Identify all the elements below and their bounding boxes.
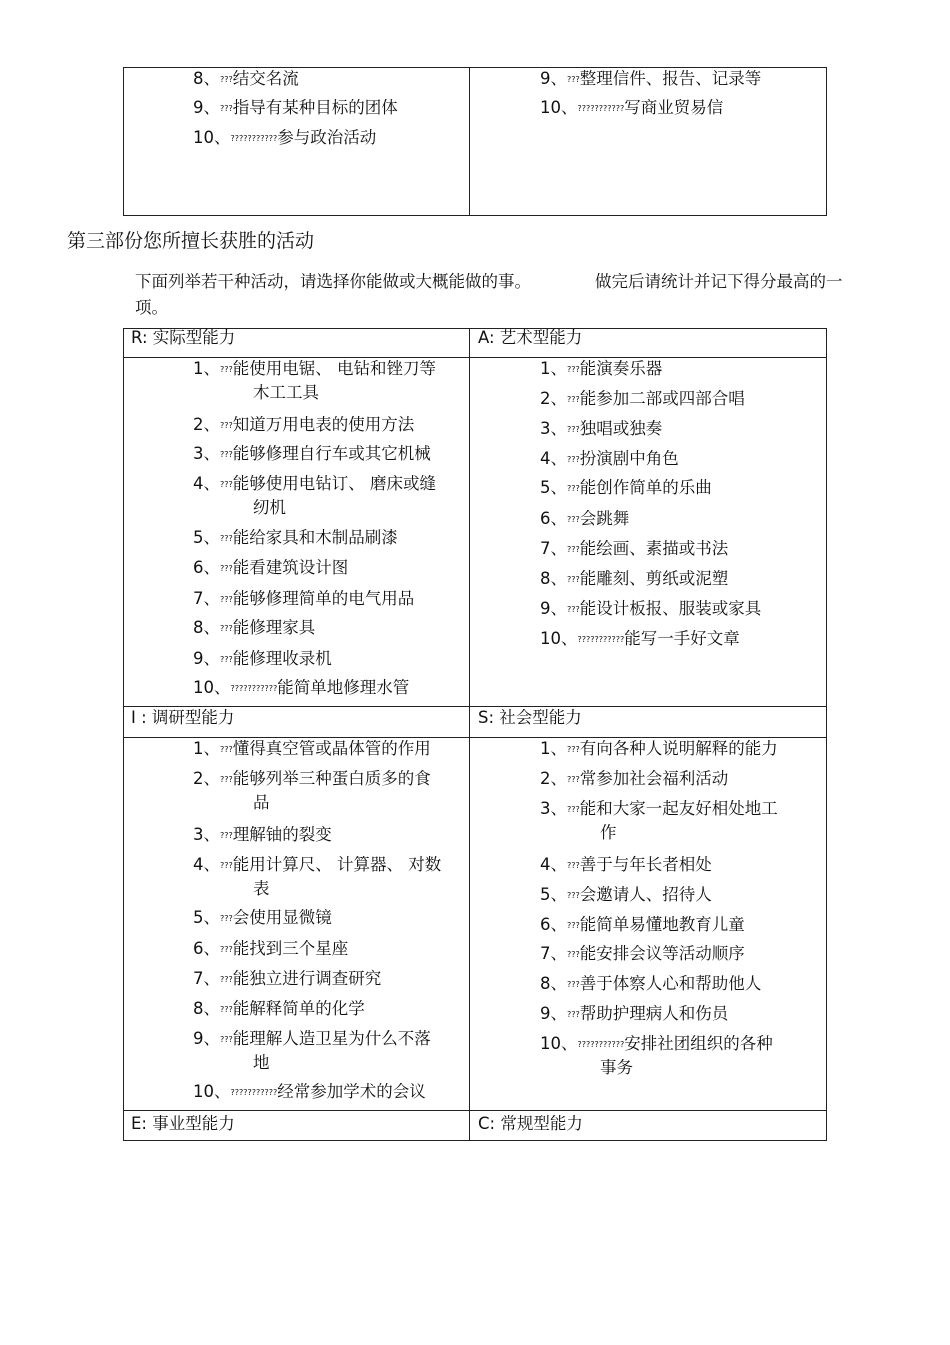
list-item (540, 798, 778, 842)
list-item (193, 938, 348, 961)
list-item (193, 854, 442, 898)
item-marks: ??? (567, 395, 580, 404)
list-item (193, 127, 376, 150)
item-text: 善于体察人心和帮助他人 (579, 974, 762, 993)
item-marks: ??? (220, 775, 233, 784)
item-text: 能雕刻、剪纸或泥塑 (579, 569, 729, 588)
item-text: 能修理收录机 (232, 649, 332, 668)
section-intro-line2: 项。 (135, 298, 168, 317)
item-number: 4、 (540, 855, 567, 874)
ability-table-right-border (826, 328, 827, 1141)
top-table-right-border (826, 67, 827, 216)
list-item (540, 628, 740, 651)
list-item (193, 907, 332, 930)
item-text: 知道万用电表的使用方法 (232, 415, 415, 434)
top-table-bottom-border (123, 215, 827, 216)
item-marks: ??? (567, 605, 580, 614)
item-text: 帮助护理病人和伤员 (579, 1004, 729, 1023)
list-item (540, 943, 745, 966)
item-marks: ??? (567, 365, 580, 374)
list-item (193, 1081, 426, 1104)
item-number: 8、 (193, 69, 220, 88)
item-marks: ??? (567, 75, 580, 84)
list-item (193, 617, 315, 640)
item-marks: ??? (567, 805, 580, 814)
item-text: 能绘画、素描或书法 (579, 539, 729, 558)
item-marks: ??? (220, 861, 233, 870)
item-number: 6、 (540, 509, 567, 528)
item-text: 能独立进行调查研究 (232, 969, 382, 988)
item-text: 能够列举三种蛋白质多的食 (232, 769, 431, 788)
item-text: 能参加二部或四部合唱 (579, 389, 745, 408)
item-number: 2、 (540, 769, 567, 788)
item-number: 3、 (193, 444, 220, 463)
list-item (540, 68, 761, 91)
list-item (193, 68, 299, 91)
item-number: 8、 (193, 618, 220, 637)
top-table-left-border (123, 67, 124, 216)
item-marks: ??? (567, 980, 580, 989)
item-text: 安排社团组织的各种 (624, 1034, 773, 1053)
list-item (193, 97, 398, 120)
item-number: 4、 (540, 449, 567, 468)
list-item (193, 443, 431, 466)
header-social: S: 社会型能力 (478, 708, 582, 727)
item-text-continuation: 木工工具 (253, 383, 319, 402)
item-marks: ??? (220, 595, 233, 604)
item-text-continuation: 作 (600, 823, 617, 842)
list-item (540, 598, 761, 621)
item-number: 10、 (540, 98, 578, 117)
ability-table-bottom-border (123, 1140, 827, 1141)
item-number: 6、 (193, 558, 220, 577)
item-text: 能简单地修理水管 (277, 678, 410, 697)
item-text: 能设计板报、服装或家具 (579, 599, 762, 618)
item-text: 能修理家具 (232, 618, 316, 637)
list-item (540, 854, 712, 877)
item-marks: ??? (567, 545, 580, 554)
item-marks: ??? (220, 1005, 233, 1014)
item-marks: ??? (567, 575, 580, 584)
item-number: 3、 (193, 825, 220, 844)
ability-table-divider (469, 328, 470, 1141)
item-text: 独唱或独奏 (579, 419, 663, 438)
list-item (193, 738, 431, 761)
item-number: 4、 (193, 855, 220, 874)
item-text-continuation: 表 (253, 879, 270, 898)
item-number: 10、 (540, 629, 578, 648)
item-number: 2、 (540, 389, 567, 408)
item-number: 8、 (540, 569, 567, 588)
item-marks: ??? (567, 891, 580, 900)
item-number: 5、 (193, 908, 220, 927)
item-marks: ??????????? (230, 1088, 278, 1097)
item-text: 常参加社会福利活动 (579, 769, 729, 788)
list-item (540, 568, 728, 591)
item-number: 2、 (193, 415, 220, 434)
item-number: 1、 (193, 739, 220, 758)
item-number: 1、 (540, 359, 567, 378)
item-number: 8、 (193, 999, 220, 1018)
list-item (540, 768, 728, 791)
ability-table-left-border (123, 328, 124, 1141)
item-text-continuation: 事务 (600, 1058, 633, 1077)
item-text: 理解铀的裂变 (232, 825, 332, 844)
item-marks: ??? (220, 945, 233, 954)
item-marks: ??? (220, 831, 233, 840)
item-text: 能安排会议等活动顺序 (579, 944, 745, 963)
item-marks: ??? (220, 534, 233, 543)
item-marks: ??? (220, 975, 233, 984)
item-marks: ??? (220, 624, 233, 633)
item-number: 7、 (540, 539, 567, 558)
list-item (540, 538, 728, 561)
item-text: 整理信件、报告、记录等 (579, 69, 762, 88)
item-marks: ??? (220, 75, 233, 84)
item-number: 2、 (193, 769, 220, 788)
item-number: 9、 (540, 1004, 567, 1023)
item-text: 经常参加学术的会议 (277, 1082, 426, 1101)
list-item (193, 648, 332, 671)
item-number: 9、 (540, 69, 567, 88)
item-marks: ??? (220, 564, 233, 573)
list-item (193, 824, 332, 847)
item-marks: ??? (220, 104, 233, 113)
list-item (193, 557, 348, 580)
list-item (540, 508, 629, 531)
item-text: 懂得真空管或晶体管的作用 (232, 739, 431, 758)
item-number: 8、 (540, 974, 567, 993)
item-number: 7、 (193, 969, 220, 988)
list-item (540, 448, 679, 471)
item-marks: ??? (220, 421, 233, 430)
item-marks: ??????????? (577, 1040, 625, 1049)
item-marks: ??? (567, 1010, 580, 1019)
list-item (193, 998, 365, 1021)
item-text: 能够使用电钻订、 磨床或缝 (232, 474, 436, 493)
list-item (540, 1003, 728, 1026)
item-marks: ??? (567, 484, 580, 493)
item-text: 能给家具和木制品刷漆 (232, 528, 398, 547)
list-item (540, 477, 712, 500)
item-number: 9、 (193, 649, 220, 668)
item-number: 5、 (540, 478, 567, 497)
item-marks: ??? (220, 655, 233, 664)
list-item (193, 768, 431, 812)
list-item (193, 527, 398, 550)
item-number: 10、 (193, 1082, 231, 1101)
item-number: 7、 (540, 944, 567, 963)
item-marks: ??? (567, 861, 580, 870)
item-number: 6、 (540, 915, 567, 934)
item-text: 会跳舞 (579, 509, 630, 528)
header-realistic: R: 实际型能力 (131, 328, 236, 347)
item-text: 会邀请人、招待人 (579, 885, 712, 904)
list-item (540, 418, 662, 441)
header-enterprising: E: 事业型能力 (131, 1114, 235, 1133)
item-number: 9、 (193, 98, 220, 117)
list-item (540, 914, 745, 937)
item-marks: ??? (220, 480, 233, 489)
list-item (540, 884, 712, 907)
item-marks: ??? (220, 365, 233, 374)
item-marks: ??????????? (230, 134, 278, 143)
list-item (193, 473, 436, 517)
item-number: 1、 (193, 359, 220, 378)
item-number: 9、 (193, 1029, 220, 1048)
section-intro-line1b: 做完后请统计并记下得分最高的一 (595, 272, 843, 291)
item-text: 能简单易懂地教育儿童 (579, 915, 745, 934)
item-marks: ??? (220, 1035, 233, 1044)
item-number: 5、 (540, 885, 567, 904)
list-item (193, 1028, 431, 1072)
item-text: 能用计算尺、 计算器、 对数 (232, 855, 442, 874)
item-text: 会使用显微镜 (232, 908, 332, 927)
item-text: 能够修理简单的电气用品 (232, 589, 415, 608)
item-text: 有向各种人说明解释的能力 (579, 739, 778, 758)
item-text: 善于与年长者相处 (579, 855, 712, 874)
item-marks: ??? (567, 745, 580, 754)
top-table-divider (469, 67, 470, 216)
item-marks: ??? (567, 921, 580, 930)
section-title: 第三部份您所擅长获胜的活动 (67, 230, 315, 252)
item-marks: ??? (567, 950, 580, 959)
item-text: 参与政治活动 (277, 128, 377, 147)
item-text: 能找到三个星座 (232, 939, 349, 958)
list-item (540, 358, 662, 381)
item-text-continuation: 纫机 (253, 498, 286, 517)
item-marks: ??? (220, 914, 233, 923)
item-number: 10、 (540, 1034, 578, 1053)
section-intro-line1a: 下面列举若干种活动，请选择你能做或大概能做的事。 (135, 272, 531, 291)
header-conventional: C: 常规型能力 (478, 1114, 583, 1133)
item-number: 7、 (193, 589, 220, 608)
list-item (540, 738, 778, 761)
item-number: 9、 (540, 599, 567, 618)
item-text: 能演奏乐器 (579, 359, 663, 378)
item-text: 结交名流 (232, 69, 299, 88)
item-text: 指导有某种目标的团体 (232, 98, 398, 117)
item-text: 能和大家一起友好相处地工 (579, 799, 778, 818)
item-text: 能创作简单的乐曲 (579, 478, 712, 497)
item-marks: ??? (220, 745, 233, 754)
item-text: 能够修理自行车或其它机械 (232, 444, 431, 463)
item-text-continuation: 品 (253, 793, 270, 812)
ability-table-row-line (123, 1110, 827, 1111)
item-text-continuation: 地 (253, 1053, 270, 1072)
item-number: 3、 (540, 419, 567, 438)
item-marks: ??? (567, 775, 580, 784)
item-number: 5、 (193, 528, 220, 547)
item-number: 10、 (193, 128, 231, 147)
list-item (193, 968, 381, 991)
item-text: 扮演剧中角色 (579, 449, 679, 468)
list-item (540, 97, 723, 120)
item-text: 能解释简单的化学 (232, 999, 365, 1018)
item-number: 1、 (540, 739, 567, 758)
item-marks: ??????????? (230, 684, 278, 693)
item-text: 写商业贸易信 (624, 98, 724, 117)
list-item (193, 414, 414, 437)
item-marks: ??? (567, 515, 580, 524)
item-number: 3、 (540, 799, 567, 818)
list-item (193, 588, 414, 611)
item-marks: ??? (220, 450, 233, 459)
header-artistic: A: 艺术型能力 (478, 328, 583, 347)
list-item (540, 973, 761, 996)
item-text: 能理解人造卫星为什么不落 (232, 1029, 431, 1048)
item-marks: ??????????? (577, 635, 625, 644)
item-marks: ??????????? (577, 104, 625, 113)
item-marks: ??? (567, 425, 580, 434)
list-item (540, 388, 745, 411)
list-item (193, 677, 409, 700)
item-number: 10、 (193, 678, 231, 697)
list-item (540, 1033, 773, 1077)
list-item (193, 358, 436, 402)
item-text: 能写一手好文章 (624, 629, 740, 648)
header-investigative: I : 调研型能力 (131, 708, 235, 727)
item-marks: ??? (567, 455, 580, 464)
item-number: 4、 (193, 474, 220, 493)
item-text: 能使用电锯、 电钻和锉刀等 (232, 359, 436, 378)
item-number: 6、 (193, 939, 220, 958)
item-text: 能看建筑设计图 (232, 558, 349, 577)
